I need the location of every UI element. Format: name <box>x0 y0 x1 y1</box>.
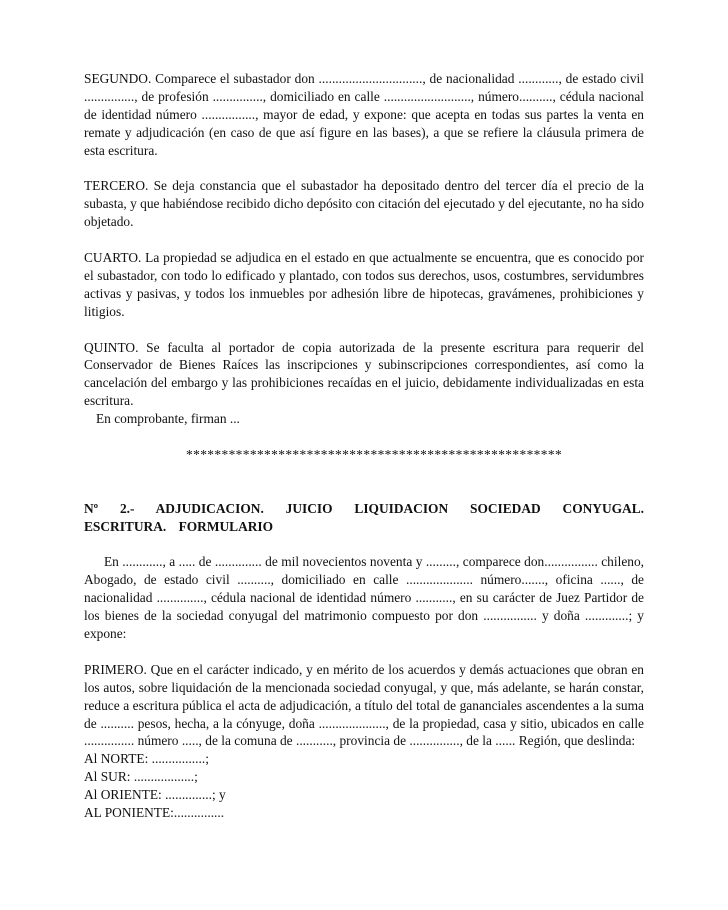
boundary-south: Al SUR: ..................; <box>84 769 198 785</box>
closing-line: En comprobante, firman ... <box>96 411 240 427</box>
clause-segundo: SEGUNDO. Comparece el subastador don ..............................., de nacionalidad ............, de estado civil ..............., de profesión ..............., domiciliado en calle .........................., número.........., cédula nacional de identidad número ................, mayor de edad, y expone: que acepta en todas sus partes la venta en remate y adjudicación (en caso de que así figure en las bases), a que se refiere la cláusula primera de esta escritura. <box>84 71 644 158</box>
boundary-west: AL PONIENTE:............... <box>84 805 225 821</box>
paragraph-gap <box>84 482 644 500</box>
document-page <box>84 70 644 822</box>
section-separator: ***************************************************** <box>186 446 563 462</box>
boundary-north: Al NORTE: ................; <box>84 751 209 767</box>
boundary-east: Al ORIENTE: ..............; y <box>84 787 226 803</box>
clause-primero: PRIMERO. Que en el carácter indicado, y en mérito de los acuerdos y demás actuaciones que obran en los autos, sobre liquidación de la mencionada sociedad conyugal, y que, más adelante, se harán constar, reduce a escritura pública el acta de adjudicación, a título del total de gananciales ascendentes a la suma de .......... pesos, hecha, a la cónyuge, doña ...................., de la propiedad, casa y sitio, ubicados en calle ............... número ....., de la comuna de ..........., provincia de ..............., de la ...... Región, que deslinda: <box>84 661 644 749</box>
paragraph-gap <box>84 428 644 446</box>
paragraph-gap <box>84 321 644 339</box>
clause-cuarto: CUARTO. La propiedad se adjudica en el estado en que actualmente se encuentra, que es conocido por el subastador, con todo lo edificado y plantado, con todos sus derechos, usos, costumbres, servidumbres activas y pasivas, y todos los inmuebles por adhesión libre de hipotecas, gravámenes, prohibiciones y litigios. <box>84 250 644 319</box>
clause-tercero: TERCERO. Se deja constancia que el subastador ha depositado dentro del tercer día el precio de la subasta, y que habiéndose recibido dicho depósito con citación del ejecutado y del ejecutante, no ha sido objetado. <box>84 178 644 230</box>
intro-paragraph: En ............, a ..... de .............. de mil novecientos noventa y ........., comparece don................ chileno, Abogado, de estado civil .........., domiciliado en calle .................... número......., oficina ......, de nacionalidad .............., cédula nacional de identidad número ..........., en su carácter de Juez Partidor de los bienes de la sociedad conyugal del matrimonio compuesto por don ................ y doña .............; y expone: <box>84 554 644 641</box>
paragraph-gap <box>84 160 644 178</box>
clause-quinto: QUINTO. Se faculta al portador de copia autorizada de la presente escritura para requerir del Conservador de Bienes Raíces las inscripciones y subinscripciones correspondientes, así como la cancelación del embargo y las prohibiciones recaídas en el juicio, debidamente individualizadas en esta escritura. <box>84 339 644 409</box>
paragraph-gap <box>84 535 644 553</box>
paragraph-gap <box>84 643 644 661</box>
form-heading: Nº 2.- ADJUDICACION. JUICIO LIQUIDACION SOCIEDAD CONYUGAL. ESCRITURA. FORMULARIO <box>84 500 644 534</box>
paragraph-gap <box>84 464 644 482</box>
paragraph-gap <box>84 231 644 249</box>
